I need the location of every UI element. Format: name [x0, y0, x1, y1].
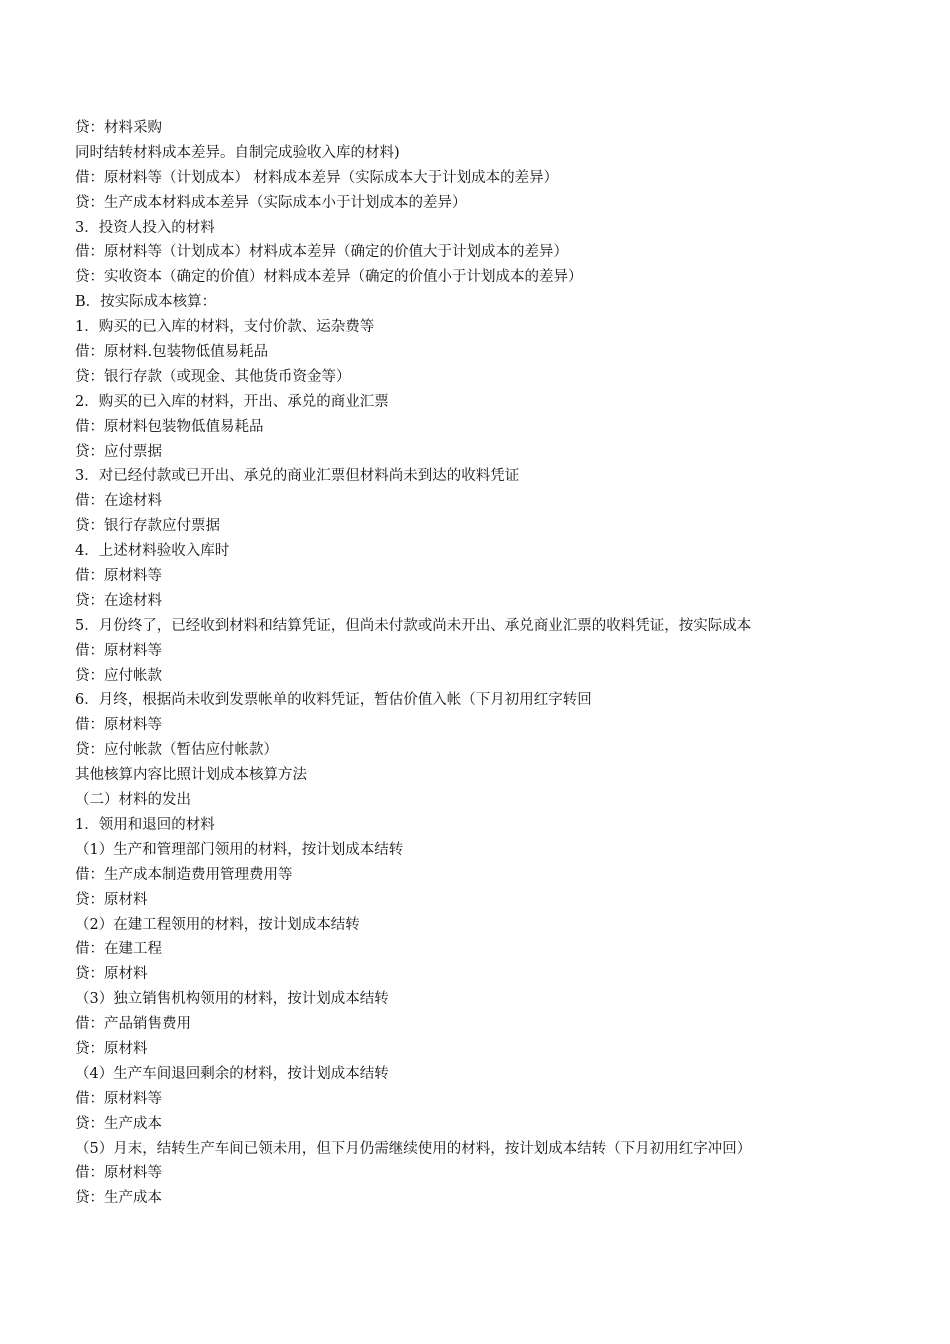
text-line: 贷：生产成本材料成本差异（实际成本小于计划成本的差异）: [75, 194, 467, 211]
text-line: 2．购买的已入库的材料，开出、承兑的商业汇票: [75, 393, 389, 410]
text-line: 借：在途材料: [75, 493, 162, 510]
text-line: 借：原材料包装物低值易耗品: [75, 418, 264, 435]
text-line: 借：生产成本制造费用管理费用等: [75, 866, 293, 883]
text-line: 贷：银行存款应付票据: [75, 518, 220, 535]
text-line: 借：在建工程: [75, 941, 162, 958]
text-line: 借：原材料等: [75, 568, 162, 585]
text-line: 贷：银行存款（或现金、其他货币资金等）: [75, 368, 351, 385]
text-line: 贷：原材料: [75, 1040, 148, 1057]
text-line: 借：原材料等（计划成本）材料成本差异（确定的价值大于计划成本的差异）: [75, 244, 568, 261]
text-line: （4）生产车间退回剩余的材料，按计划成本结转: [75, 1065, 389, 1082]
text-line: （5）月末，结转生产车间已领未用，但下月仍需继续使用的材料，按计划成本结转（下月初用红字冲回）: [75, 1140, 752, 1157]
text-line: 贷：原材料: [75, 891, 148, 908]
text-line: 贷：应付帐款（暂估应付帐款）: [75, 742, 278, 759]
text-line: （1）生产和管理部门领用的材料，按计划成本结转: [75, 841, 404, 858]
text-line: 1．购买的已入库的材料，支付价款、运杂费等: [75, 319, 375, 336]
text-line: 1．领用和退回的材料: [75, 816, 215, 833]
text-line: （3）独立销售机构领用的材料，按计划成本结转: [75, 991, 389, 1008]
document-body: [75, 116, 895, 1211]
text-line: 贷：应付帐款: [75, 667, 162, 684]
text-line: 借：原材料等: [75, 1090, 162, 1107]
text-line: 3．投资人投入的材料: [75, 219, 215, 236]
text-line: 借：原材料等: [75, 1165, 162, 1182]
text-line: 6．月终，根据尚未收到发票帐单的收料凭证，暂估价值入帐（下月初用红字转回: [75, 692, 592, 709]
text-line: 借：原材料等: [75, 642, 162, 659]
text-line: （二）材料的发出: [75, 792, 191, 809]
text-line: 贷：实收资本（确定的价值）材料成本差异（确定的价值小于计划成本的差异）: [75, 269, 583, 286]
text-line: 借：原材料等: [75, 717, 162, 734]
text-line: 借：原材料等（计划成本） 材料成本差异（实际成本大于计划成本的差异）: [75, 169, 559, 186]
text-line: 贷：在途材料: [75, 592, 162, 609]
text-line: 贷：材料采购: [75, 120, 162, 136]
text-line: 同时结转材料成本差异。自制完成验收入库的材料): [75, 144, 400, 161]
text-line: 3．对已经付款或已开出、承兑的商业汇票但材料尚未到达的收料凭证: [75, 468, 520, 485]
text-line: 借：原材料.包装物低值易耗品: [75, 344, 269, 361]
text-line: 贷：生产成本: [75, 1190, 162, 1207]
text-line: B．按实际成本核算：: [75, 294, 217, 311]
text-line: 5．月份终了，已经收到材料和结算凭证，但尚未付款或尚未开出、承兑商业汇票的收料凭证，按实际成本: [75, 617, 752, 634]
text-line: 贷：原材料: [75, 966, 148, 983]
text-line: 借：产品销售费用: [75, 1016, 191, 1033]
text-line: 其他核算内容比照计划成本核算方法: [75, 767, 307, 784]
text-line: 贷：生产成本: [75, 1115, 162, 1132]
text-line: 4．上述材料验收入库时: [75, 543, 230, 560]
text-line: （2）在建工程领用的材料，按计划成本结转: [75, 916, 360, 933]
text-line: 贷：应付票据: [75, 443, 162, 460]
